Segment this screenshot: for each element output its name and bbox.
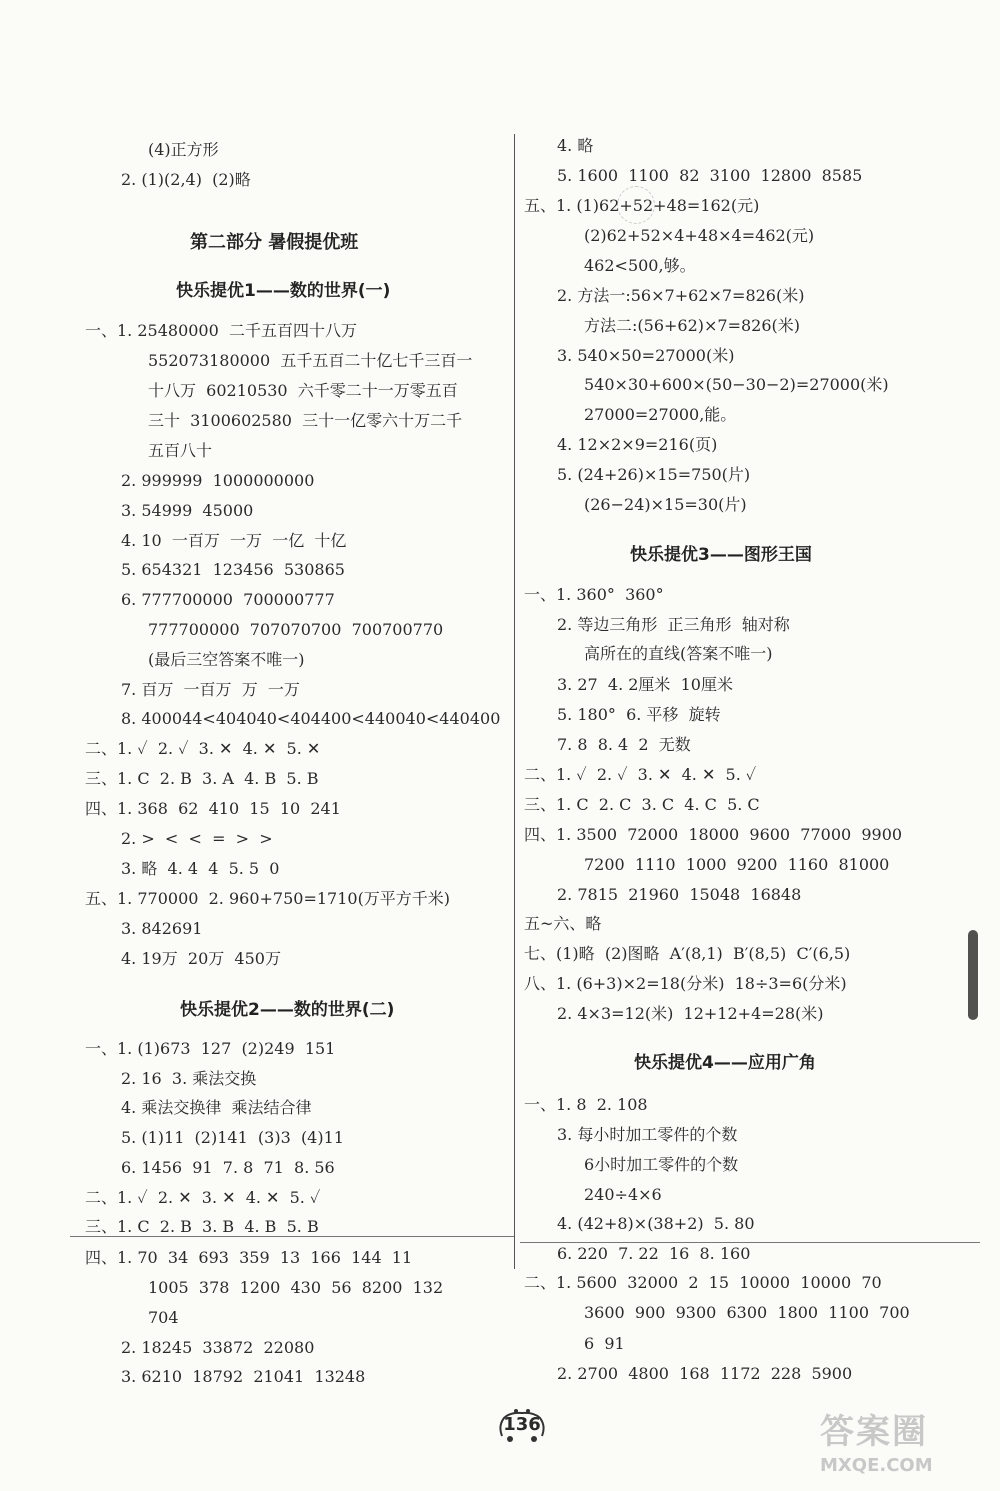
section-title: 快乐提优3——图形王国: [630, 545, 812, 565]
answer-line: 二、1. ✓ 2. ✓ 3. ✕ 4. ✕ 5. ✓: [524, 765, 757, 784]
part-title: 第二部分 暑假提优班: [190, 232, 359, 253]
scan-edge-mark: [968, 930, 978, 1020]
answer-line: 3. 每小时加工零件的个数: [557, 1125, 738, 1144]
answer-line: 6. 1456 91 7. 8 71 8. 56: [121, 1158, 335, 1177]
answer-line: 三、1. C 2. B 3. B 4. B 5. B: [85, 1217, 319, 1236]
answer-line: (4)正方形: [148, 140, 219, 159]
answer-line: 3. 略 4. 4 4 5. 5 0: [121, 859, 280, 878]
answer-line: 4. 10 一百万 一万 一亿 十亿: [121, 531, 347, 550]
answer-line: 五、1. (1)62+52+48=162(元): [524, 196, 760, 215]
answer-line: 三、1. C 2. C 3. C 4. C 5. C: [524, 795, 760, 814]
answer-line: 4. 19万 20万 450万: [121, 949, 281, 968]
answer-line: 4. (42+8)×(38+2) 5. 80: [557, 1214, 755, 1233]
answer-line: 十八万 60210530 六千零二十一万零五百: [148, 381, 458, 400]
stamp-mark: [617, 186, 655, 224]
page-number-badge: [496, 1408, 548, 1442]
answer-line: 5. (1)11 (2)141 (3)3 (4)11: [121, 1128, 344, 1147]
answer-line: 5. 1600 1100 82 3100 12800 8585: [557, 166, 863, 185]
answer-line: 2. 方法一:56×7+62×7=826(米): [557, 286, 805, 305]
answer-line: 777700000 707070700 700700770: [148, 620, 444, 639]
answer-line: 3. 6210 18792 21041 13248: [121, 1367, 366, 1386]
page-number: 136: [503, 1414, 541, 1435]
answer-line: 二、1. ✓ 2. ✕ 3. ✕ 4. ✕ 5. ✓: [85, 1188, 321, 1207]
answer-line: 3. 540×50=27000(米): [557, 346, 735, 365]
answer-line: 3600 900 9300 6300 1800 1100 700: [584, 1303, 910, 1322]
answer-line: 3. 27 4. 2厘米 10厘米: [557, 675, 733, 694]
answer-line: 五~六、略: [524, 914, 602, 933]
answer-line: 7200 1110 1000 9200 1160 81000: [584, 855, 890, 874]
answer-line: 6 91: [584, 1334, 625, 1353]
answer-line: 540×30+600×(50−30−2)=27000(米): [584, 375, 889, 394]
answer-line: 一、1. (1)673 127 (2)249 151: [85, 1039, 336, 1058]
answer-line: 5. 180° 6. 平移 旋转: [557, 705, 721, 724]
answer-line: 1005 378 1200 430 56 8200 132: [148, 1278, 444, 1297]
section-title: 快乐提优1——数的世界(一): [176, 281, 391, 301]
answer-line: 6. 220 7. 22 16 8. 160: [557, 1244, 751, 1263]
answer-line: 2. 4×3=12(米) 12+12+4=28(米): [557, 1004, 824, 1023]
answer-line: 240÷4×6: [584, 1185, 662, 1204]
answer-line: 2. 999999 1000000000: [121, 471, 315, 490]
watermark-url: MXQE.COM: [820, 1455, 933, 1476]
answer-line: 5. (24+26)×15=750(片): [557, 465, 751, 484]
answer-line: 三十 3100602580 三十一亿零六十万二千: [148, 411, 463, 430]
answer-line: 2. > < < = > >: [121, 829, 273, 848]
answer-line: 8. 400044<404040<404400<440040<440400: [121, 709, 501, 728]
answer-line: 五百八十: [148, 441, 213, 460]
answer-line: 四、1. 368 62 410 15 10 241: [85, 799, 341, 818]
watermark-text: 答案圈: [820, 1412, 928, 1452]
column-divider: [514, 134, 515, 1269]
answer-line: 三、1. C 2. B 3. A 4. B 5. B: [85, 769, 319, 788]
answer-line: 4. 略: [557, 136, 594, 155]
answer-line: 4. 乘法交换律 乘法结合律: [121, 1098, 312, 1117]
answer-line: 一、1. 25480000 二千五百四十八万: [85, 321, 357, 340]
answer-line: 一、1. 360° 360°: [524, 585, 664, 604]
answer-line: 6. 777700000 700000777: [121, 590, 335, 609]
answer-line: 2. 等边三角形 正三角形 轴对称: [557, 615, 790, 634]
answer-line: (2)62+52×4+48×4=462(元): [584, 226, 815, 245]
answer-line: 五、1. 770000 2. 960+750=1710(万平方千米): [85, 889, 451, 908]
answer-line: 七、(1)略 (2)图略 A′(8,1) B′(8,5) C′(6,5): [524, 944, 851, 963]
answer-line: 一、1. 8 2. 108: [524, 1095, 648, 1114]
answer-line: 3. 842691: [121, 919, 203, 938]
answer-line: 704: [148, 1308, 179, 1327]
answer-line: 2. (1)(2,4) (2)略: [121, 170, 251, 189]
section-title: 快乐提优2——数的世界(二): [180, 1000, 395, 1020]
answer-line: 四、1. 70 34 693 359 13 166 144 11: [85, 1248, 413, 1267]
answer-line: 2. 18245 33872 22080: [121, 1338, 315, 1357]
answer-line: 4. 12×2×9=216(页): [557, 435, 718, 454]
answer-line: 3. 54999 45000: [121, 501, 254, 520]
answer-line: 2. 16 3. 乘法交换: [121, 1069, 257, 1088]
answer-line: 6小时加工零件的个数: [584, 1155, 739, 1174]
answer-line: (26−24)×15=30(片): [584, 495, 747, 514]
answer-line: 7. 百万 一百万 万 一万: [121, 680, 300, 699]
answer-line: 2. 7815 21960 15048 16848: [557, 885, 802, 904]
section-title: 快乐提优4——应用广角: [634, 1053, 816, 1073]
answer-line: 552073180000 五千五百二十亿七千三百一: [148, 351, 473, 370]
bottom-rule-right: [520, 1242, 980, 1243]
answer-line: 27000=27000,能。: [584, 405, 737, 424]
answer-line: 462<500,够。: [584, 256, 696, 275]
answer-line: (最后三空答案不唯一): [148, 650, 305, 669]
answer-line: 四、1. 3500 72000 18000 9600 77000 9900: [524, 825, 903, 844]
answer-line: 八、1. (6+3)×2=18(分米) 18÷3=6(分米): [524, 974, 847, 993]
answer-line: 5. 654321 123456 530865: [121, 560, 345, 579]
answer-line: 二、1. ✓ 2. ✓ 3. ✕ 4. ✕ 5. ✕: [85, 739, 321, 758]
answer-line: 高所在的直线(答案不唯一): [584, 644, 773, 663]
answer-line: 方法二:(56+62)×7=826(米): [584, 316, 801, 335]
answer-line: 二、1. 5600 32000 2 15 10000 10000 70: [524, 1273, 882, 1292]
answer-line: 2. 2700 4800 168 1172 228 5900: [557, 1364, 853, 1383]
answer-line: 7. 8 8. 4 2 无数: [557, 735, 691, 754]
site-watermark: [820, 1404, 980, 1484]
